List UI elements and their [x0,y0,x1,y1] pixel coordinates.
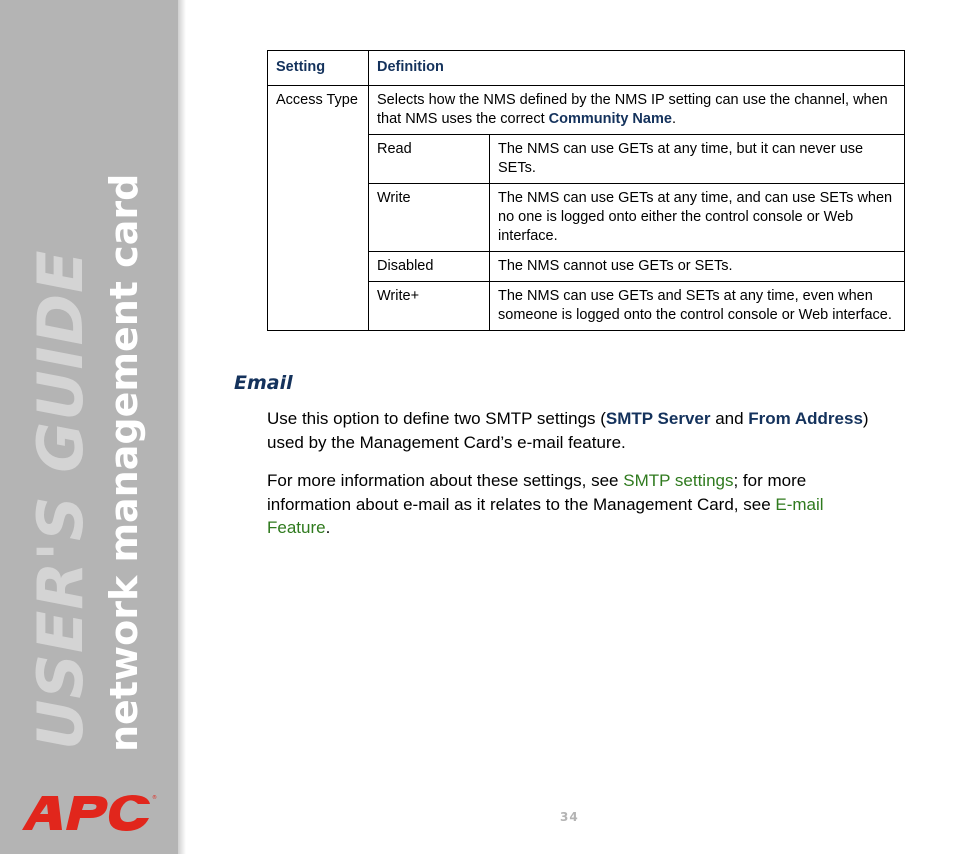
header-setting: Setting [268,51,369,86]
email-paragraph-1 [267,407,887,454]
from-address-term: From Address [748,409,863,428]
svg-text:®: ® [152,795,157,801]
smtp-server-term: SMTP Server [605,409,711,428]
definition-suffix: . [671,111,676,127]
access-type-definition [369,86,905,135]
text: and [710,409,749,428]
sidebar-shadow [178,0,186,854]
option-name: Write [369,184,490,252]
apc-logo [16,790,156,836]
option-description: The NMS cannot use GETs or SETs. [490,252,905,282]
table-row [268,86,905,135]
text: ) used by the Management Card’s e-mail feature. [267,409,869,452]
option-description: The NMS can use GETs and SETs at any time, even when someone is logged onto the control console or Web interface. [490,282,905,331]
header-definition: Definition [369,51,905,86]
option-description: The NMS can use GETs at any time, but it can never use SETs. [490,135,905,184]
definition-text: Selects how the NMS defined by the NMS IP setting can use the channel, when that NMS uses the correct [377,92,888,127]
email-heading: Email [234,372,293,394]
option-description: The NMS can use GETs at any time, and can use SETs when no one is logged onto either the control console or Web interface. [490,184,905,252]
text: Use this option to define two SMTP settings ( [267,409,606,428]
email-feature-link[interactable]: E-mail Feature [267,494,824,537]
setting-access-type: Access Type [268,86,369,331]
community-name-link[interactable]: Community Name [548,111,672,127]
email-paragraph-2 [267,469,887,540]
text: For more information about these settings, see [267,471,624,490]
page-number: 34 [560,810,579,824]
table-header-row [268,51,905,86]
settings-table [267,50,905,331]
smtp-settings-link[interactable]: SMTP settings [623,471,734,490]
guide-subtitle: network management card [102,173,146,752]
option-name: Disabled [369,252,490,282]
option-name: Read [369,135,490,184]
text: ; for more information about e-mail as it relates to the Management Card, see [267,471,807,514]
text: . [325,518,331,537]
option-name: Write+ [369,282,490,331]
guide-title: USER'S GUIDE [24,249,97,750]
